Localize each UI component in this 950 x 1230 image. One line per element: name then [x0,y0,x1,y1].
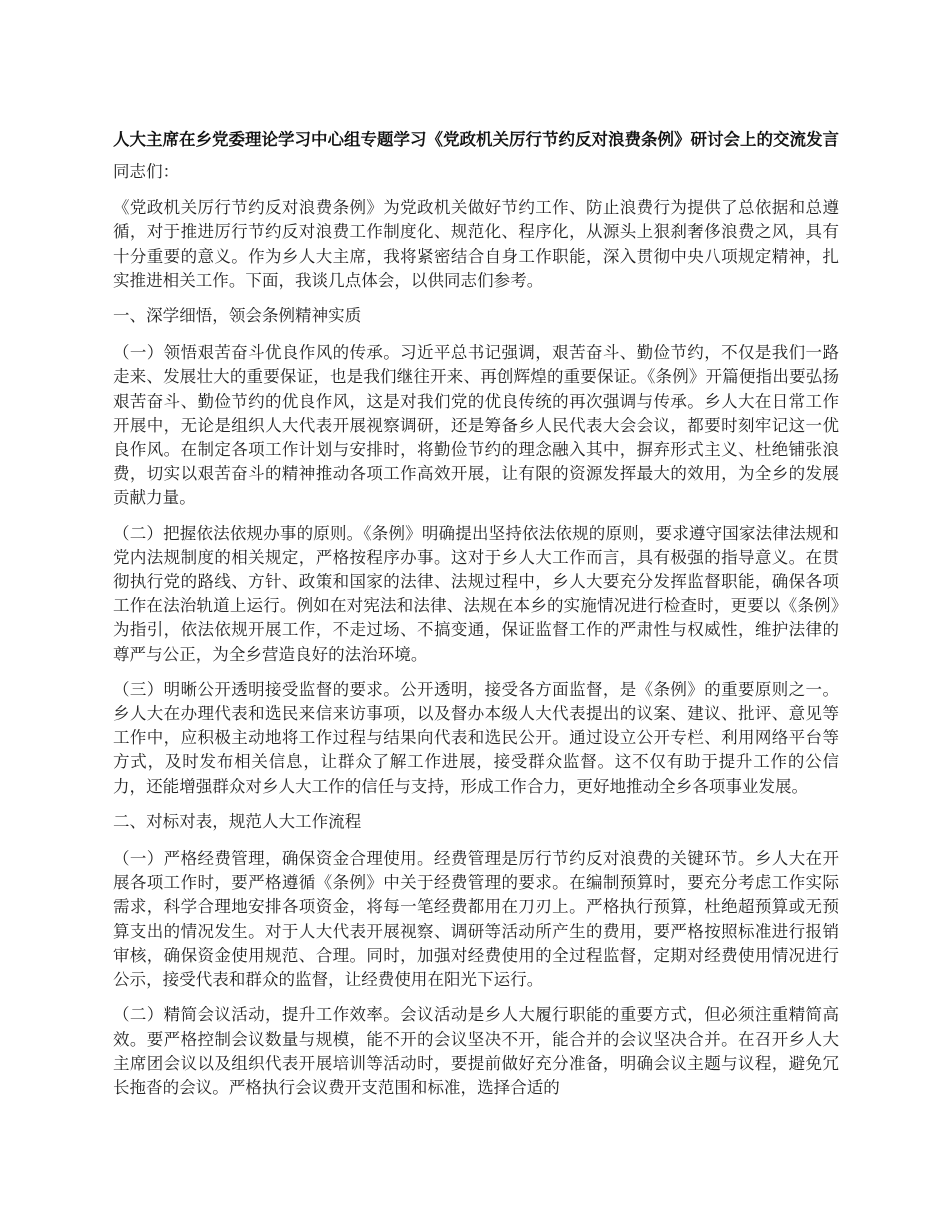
document-title: 人大主席在乡党委理论学习中心组专题学习《党政机关厉行节约反对浪费条例》研讨会上的交流发言 [113,130,839,149]
section-2-paragraph-1: （一）严格经费管理，确保资金合理使用。经费管理是厉行节约反对浪费的关键环节。乡人大在开展各项工作时，要严格遵循《条例》中关于经费管理的要求。在编制预算时，要充分考虑工作实际需求，科学合理地安排各项资金，将每一笔经费都用在刀刃上。严格执行预算，杜绝超预算或无预算支出的情况发生。对于人大代表开展视察、调研等活动所产生的费用，要严格按照标准进行报销审核，确保资金使用规范、合理。同时，加强对经费使用的全过程监督，定期对经费使用情况进行公示，接受代表和群众的监督，让经费使用在阳光下运行。 [113,849,839,990]
document-page [113,129,839,1111]
section-1-paragraph-3: （三）明晰公开透明接受监督的要求。公开透明，接受各方面监督，是《条例》的重要原则之一。乡人大在办理代表和选民来信来访事项，以及督办本级人大代表提出的议案、建议、批评、意见等工作中，应积极主动地将工作过程与结果向代表和选民公开。通过设立公开专栏、利用网络平台等方式，及时发布相关信息，让群众了解工作进展，接受群众监督。这不仅有助于提升工作的公信力，还能增强群众对乡人大工作的信任与支持，形成工作合力，更好地推动全乡各项事业发展。 [113,679,839,796]
section-heading-2: 二、对标对表，规范人大工作流程 [113,811,362,831]
salutation: 同志们： [113,162,180,181]
section-1-paragraph-1: （一）领悟艰苦奋斗优良作风的传承。习近平总书记强调，艰苦奋斗、勤俭节约，不仅是我们一路走来、发展壮大的重要保证，也是我们继往开来、再创辉煌的重要保证。《条例》开篇便指出要弘扬艰苦奋斗、勤俭节约的优良作风，这是对我们党的优良传统的再次强调与传承。乡人大在日常工作开展中，无论是组织人大代表开展视察调研，还是筹备乡人民代表大会会议，都要时刻牢记这一优良作风。在制定各项工作计划与安排时，将勤俭节约的理念融入其中，摒弃形式主义、杜绝铺张浪费，切实以艰苦奋斗的精神推动各项工作高效开展，让有限的资源发挥最大的效用，为全乡的发展贡献力量。 [113,343,839,508]
intro-paragraph: 《党政机关厉行节约反对浪费条例》为党政机关做好节约工作、防止浪费行为提供了总依据和总遵循，对于推进厉行节约反对浪费工作制度化、规范化、程序化，从源头上狠刹奢侈浪费之风，具有十分重要的意义。作为乡人大主席，我将紧密结合自身工作职能，深入贯彻中央八项规定精神，扎实推进相关工作。下面，我谈几点体会，以供同志们参考。 [113,198,839,290]
section-heading-1: 一、深学细悟，领会条例精神实质 [113,306,362,326]
section-2-paragraph-2: （二）精简会议活动，提升工作效率。会议活动是乡人大履行职能的重要方式，但必须注重精简高效。要严格控制会议数量与规模，能不开的会议坚决不开，能合并的会议坚决合并。在召开乡人大主席团会议以及组织代表开展培训等活动时，要提前做好充分准备，明确会议主题与议程，避免冗长拖沓的会议。严格执行会议费开支范围和标准，选择合适的 [113,1005,839,1097]
section-1-paragraph-2: （二）把握依法依规办事的原则。《条例》明确提出坚持依法依规的原则，要求遵守国家法律法规和党内法规制度的相关规定，严格按程序办事。这对于乡人大工作而言，具有极强的指导意义。在贯彻执行党的路线、方针、政策和国家的法律、法规过程中，乡人大要充分发挥监督职能，确保各项工作在法治轨道上运行。例如在对宪法和法律、法规在本乡的实施情况进行检查时，更要以《条例》为指引，依法依规开展工作，不走过场、不搞变通，保证监督工作的严肃性与权威性，维护法律的尊严与公正，为全乡营造良好的法治环境。 [113,523,839,664]
